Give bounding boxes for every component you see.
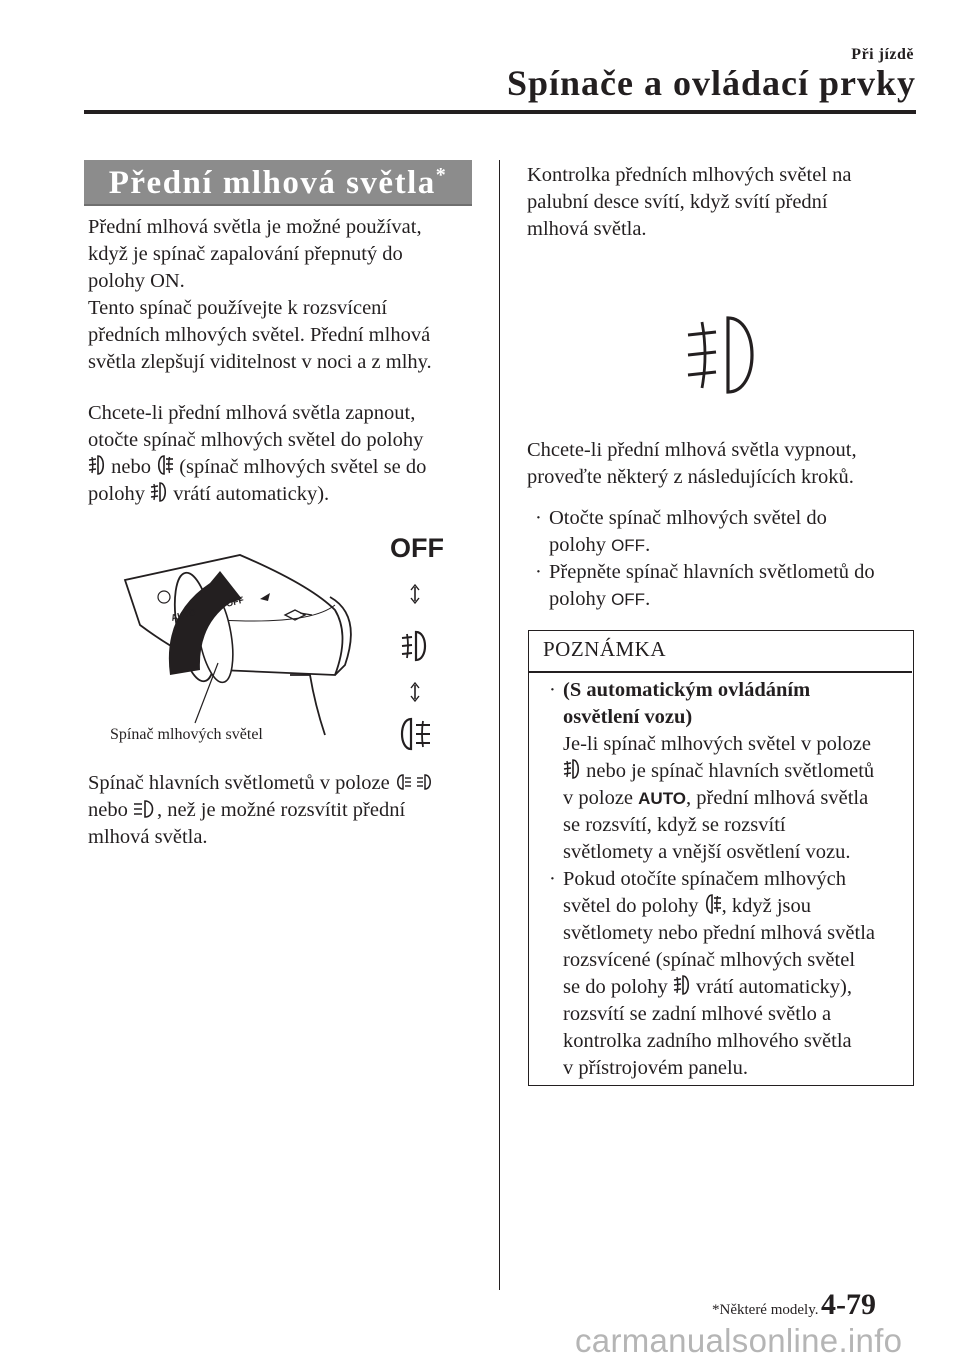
- text-line: otočte spínač mlhových světel do polohy: [88, 429, 424, 451]
- front-fog-light-icon: [563, 758, 581, 780]
- text-line: proveďte některý z následujících kroků.: [527, 466, 854, 488]
- text-line: předních mlhových světel. Přední mlhová: [88, 324, 431, 346]
- footnote-mark: *: [435, 164, 448, 186]
- off-code: OFF: [611, 536, 646, 555]
- text-line: Kontrolka předních mlhových světel na: [527, 164, 852, 186]
- switch-positions-legend: [402, 585, 430, 749]
- off-code: OFF: [611, 590, 646, 609]
- list-item: · Pokud otočíte spínačem mlhových světel do polohy , když jsou světlomety nebo přední mlhová světla rozsvícené (spínač mlhových světel se do polohy vrátí automaticky), rozsvítí se zadní mlhové světlo a kontrolka zadního mlhového světla v přístrojovém panelu.: [549, 868, 875, 1079]
- front-fog-indicator-icon: [680, 310, 770, 400]
- text-line: mlhová světla.: [88, 826, 208, 848]
- header-rule: [84, 110, 916, 114]
- text-line: palubní desce svítí, když svítí přední: [527, 191, 828, 213]
- section-banner: [84, 160, 472, 206]
- rear-fog-light-icon: [156, 454, 174, 476]
- parking-light-icon: [395, 772, 433, 792]
- text-line: Přední mlhová světla je možné používat,: [88, 216, 422, 238]
- indicator-paragraph: [527, 162, 917, 243]
- note-title: POZNÁMKA: [543, 637, 667, 661]
- list-item: · Otočte spínač mlhových světel do polohy OFF.: [535, 507, 827, 556]
- auto-code: AUTO: [638, 789, 687, 808]
- headlight-icon: [133, 799, 157, 819]
- list-item: · Přepněte spínač hlavních světlometů do polohy OFF.: [535, 561, 875, 610]
- footnote-text: *Některé modely.: [712, 1302, 819, 1318]
- running-header-title: Spínače a ovládací prvky: [506, 63, 916, 103]
- front-fog-light-icon: [673, 974, 691, 996]
- note-box: [528, 630, 914, 1086]
- text-line: Tento spínač používejte k rozsvícení: [88, 297, 388, 319]
- note-divider: [529, 671, 912, 673]
- section-title: Přední mlhová světla*: [108, 164, 448, 201]
- text-line: nebo (spínač mlhových světel se do: [88, 454, 488, 481]
- figure-caption: Spínač mlhových světel: [110, 726, 263, 743]
- front-fog-light-icon: [150, 481, 168, 503]
- page-number: 4-79: [821, 1288, 876, 1321]
- text-line: Chcete-li přední mlhová světla vypnout,: [527, 439, 857, 461]
- text-line: polohy vrátí automaticky).: [88, 483, 330, 505]
- off-position-label: OFF: [390, 533, 444, 563]
- intro-paragraph: [88, 214, 488, 376]
- text-line: mlhová světla.: [527, 218, 647, 240]
- text-line: nebo , než je možné rozsvítit přední: [88, 799, 406, 821]
- turn-on-paragraph: [88, 400, 488, 508]
- text-line: když je spínač zapalování přepnutý do: [88, 243, 403, 265]
- text-line: Chcete-li přední mlhová světla zapnout,: [88, 402, 416, 424]
- turn-off-steps: [527, 505, 917, 613]
- rear-fog-light-icon: [704, 893, 722, 915]
- switch-auto-mark: AUTO: [169, 606, 197, 623]
- running-header-section: Při jízdě: [851, 46, 914, 63]
- front-fog-light-icon: [88, 454, 106, 476]
- headlight-requirement-paragraph: [88, 770, 488, 851]
- list-item: · (S automatickým ovládáním osvětlení vozu) Je-li spínač mlhových světel v poloze nebo je spínač hlavních světlometů v poloze AUTO, přední mlhová světla se rozsvítí, když se rozsvítí světlomety a vnější osvětlení vozu.: [549, 679, 875, 863]
- text-line: polohy ON.: [88, 270, 185, 292]
- switch-off-mark: OFF: [224, 594, 245, 609]
- column-divider: [499, 160, 500, 1290]
- text-line: Spínač hlavních světlometů v poloze: [88, 770, 488, 797]
- text-line: světla zlepšují viditelnost v noci a z mlhy.: [88, 351, 432, 373]
- watermark: carmanualsonline.info: [575, 1322, 903, 1359]
- note-body: [541, 677, 907, 1082]
- turn-off-paragraph: [527, 437, 917, 491]
